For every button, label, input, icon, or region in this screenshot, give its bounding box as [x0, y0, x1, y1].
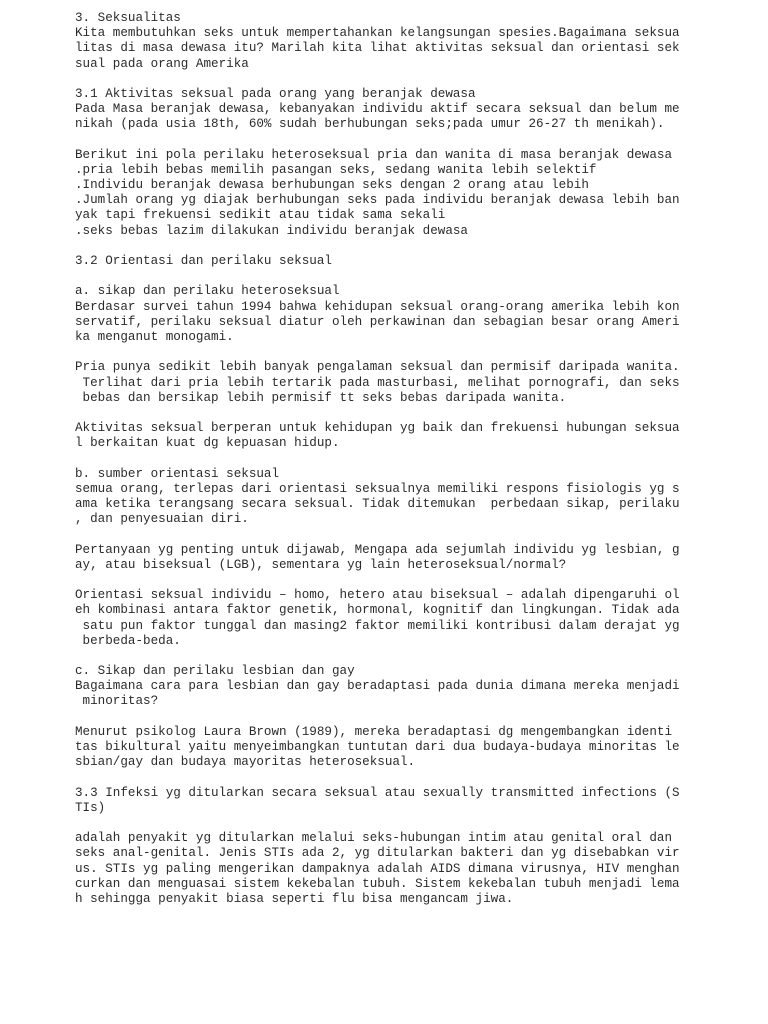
text-line: us. STIs yg paling mengerikan dampaknya adalah AIDS dimana virusnya, HIV menghan — [75, 861, 680, 876]
text-line: tas bikultural yaitu menyeimbangkan tuntutan dari dua budaya-budaya minoritas le — [75, 740, 680, 754]
text-line: Orientasi seksual individu – homo, hetero atau biseksual – adalah dipengaruhi ol — [75, 588, 680, 603]
text-line: Bagaimana cara para lesbian dan gay beradaptasi pada dunia dimana mereka menjadi — [75, 679, 680, 694]
text-line: adalah penyakit yg ditularkan melalui seks-hubungan intim atau genital oral dan — [75, 831, 673, 846]
paragraph — [75, 148, 755, 239]
text-line: 3.1 Aktivitas seksual pada orang yang beranjak dewasa — [75, 86, 476, 101]
text-line: 3. Seksualitas — [75, 11, 181, 25]
paragraph — [75, 588, 755, 649]
text-line: 3.3 Infeksi yg ditularkan secara seksual atau sexually transmitted infections (S — [75, 785, 680, 800]
text-line: c. Sikap dan perilaku lesbian dan gay — [75, 664, 355, 679]
text-line: nikah (pada usia 18th, 60% sudah berhubungan seks;pada umur 26-27 th menikah). — [75, 117, 665, 132]
text-line: b. sumber orientasi seksual — [75, 466, 280, 481]
paragraph — [75, 543, 755, 573]
paragraph — [75, 11, 755, 72]
text-line: TIs) — [75, 800, 106, 815]
text-line: eh kombinasi antara faktor genetik, hormonal, kognitif dan lingkungan. Tidak ada — [75, 603, 680, 618]
text-line: seks anal-genital. Jenis STIs ada 2, yg ditularkan bakteri dan yg disebabkan vir — [75, 846, 680, 861]
text-line: bebas dan bersikap lebih permisif tt seks bebas daripada wanita. — [75, 390, 567, 405]
paragraph — [75, 831, 755, 907]
text-line: semua orang, terlepas dari orientasi seksualnya memiliki respons fisiologis yg s — [75, 481, 680, 496]
paragraph — [75, 421, 755, 451]
paragraph — [75, 254, 755, 269]
text-line: Pada Masa beranjak dewasa, kebanyakan individu aktif secara seksual dan belum me — [75, 102, 680, 117]
paragraph — [75, 725, 755, 771]
paragraph — [75, 664, 755, 710]
text-line: l berkaitan kuat dg kepuasan hidup. — [75, 436, 340, 451]
text-line: servatif, perilaku seksual diatur oleh perkawinan dan sebagian besar orang Ameri — [75, 314, 680, 329]
paragraph — [75, 360, 755, 406]
text-line: .seks bebas lazim dilakukan individu beranjak dewasa — [75, 223, 468, 238]
paragraph — [75, 284, 755, 345]
text-line: .Individu beranjak dewasa berhubungan seks dengan 2 orang atau lebih — [75, 178, 589, 193]
text-line: Pertanyaan yg penting untuk dijawab, Mengapa ada sejumlah individu yg lesbian, g — [75, 542, 680, 557]
text-line: litas di masa dewasa itu? Marilah kita lihat aktivitas seksual dan orientasi sek — [75, 41, 680, 56]
text-line: Aktivitas seksual berperan untuk kehidupan yg baik dan frekuensi hubungan seksua — [75, 421, 680, 436]
paragraph — [75, 87, 755, 133]
text-line: Pria punya sedikit lebih banyak pengalaman seksual dan permisif daripada wanita. — [75, 360, 680, 375]
text-line: a. sikap dan perilaku heteroseksual — [75, 284, 340, 299]
text-line: .pria lebih bebas memilih pasangan seks, sedang wanita lebih selektif — [75, 162, 597, 177]
text-line: curkan dan menguasai sistem kekebalan tubuh. Sistem kekebalan tubuh menjadi lema — [75, 876, 680, 891]
document-body — [75, 11, 755, 922]
text-line: Berdasar survei tahun 1994 bahwa kehidupan seksual orang-orang amerika lebih kon — [75, 299, 680, 314]
text-line: Terlihat dari pria lebih tertarik pada masturbasi, melihat pornografi, dan seks — [75, 375, 680, 390]
text-line: berbeda-beda. — [75, 633, 181, 648]
text-line: Berikut ini pola perilaku heteroseksual pria dan wanita di masa beranjak dewasa — [75, 147, 673, 162]
text-line: ka menganut monogami. — [75, 329, 234, 344]
text-line: sual pada orang Amerika — [75, 56, 249, 71]
text-line: Kita membutuhkan seks untuk mempertahankan kelangsungan spesies.Bagaimana seksua — [75, 26, 680, 41]
text-line: sbian/gay dan budaya mayoritas heteroseksual. — [75, 755, 416, 770]
text-line: Menurut psikolog Laura Brown (1989), mereka beradaptasi dg mengembangkan identi — [75, 724, 673, 739]
text-line: 3.2 Orientasi dan perilaku seksual — [75, 254, 332, 268]
text-line: h sehingga penyakit biasa seperti flu bisa mengancam jiwa. — [75, 891, 514, 906]
paragraph — [75, 467, 755, 528]
text-line: ama ketika terangsang secara seksual. Tidak ditemukan perbedaan sikap, perilaku — [75, 497, 680, 511]
text-line: ay, atau biseksual (LGB), sementara yg lain heteroseksual/normal? — [75, 557, 567, 572]
text-line: yak tapi frekuensi sedikit atau tidak sama sekali — [75, 208, 446, 223]
text-line: .Jumlah orang yg diajak berhubungan seks pada individu beranjak dewasa lebih ban — [75, 193, 680, 208]
text-line: satu pun faktor tunggal dan masing2 faktor memiliki kontribusi dalam derajat yg — [75, 618, 680, 633]
text-line: , dan penyesuaian diri. — [75, 512, 249, 527]
paragraph — [75, 786, 755, 816]
text-line: minoritas? — [75, 694, 159, 709]
